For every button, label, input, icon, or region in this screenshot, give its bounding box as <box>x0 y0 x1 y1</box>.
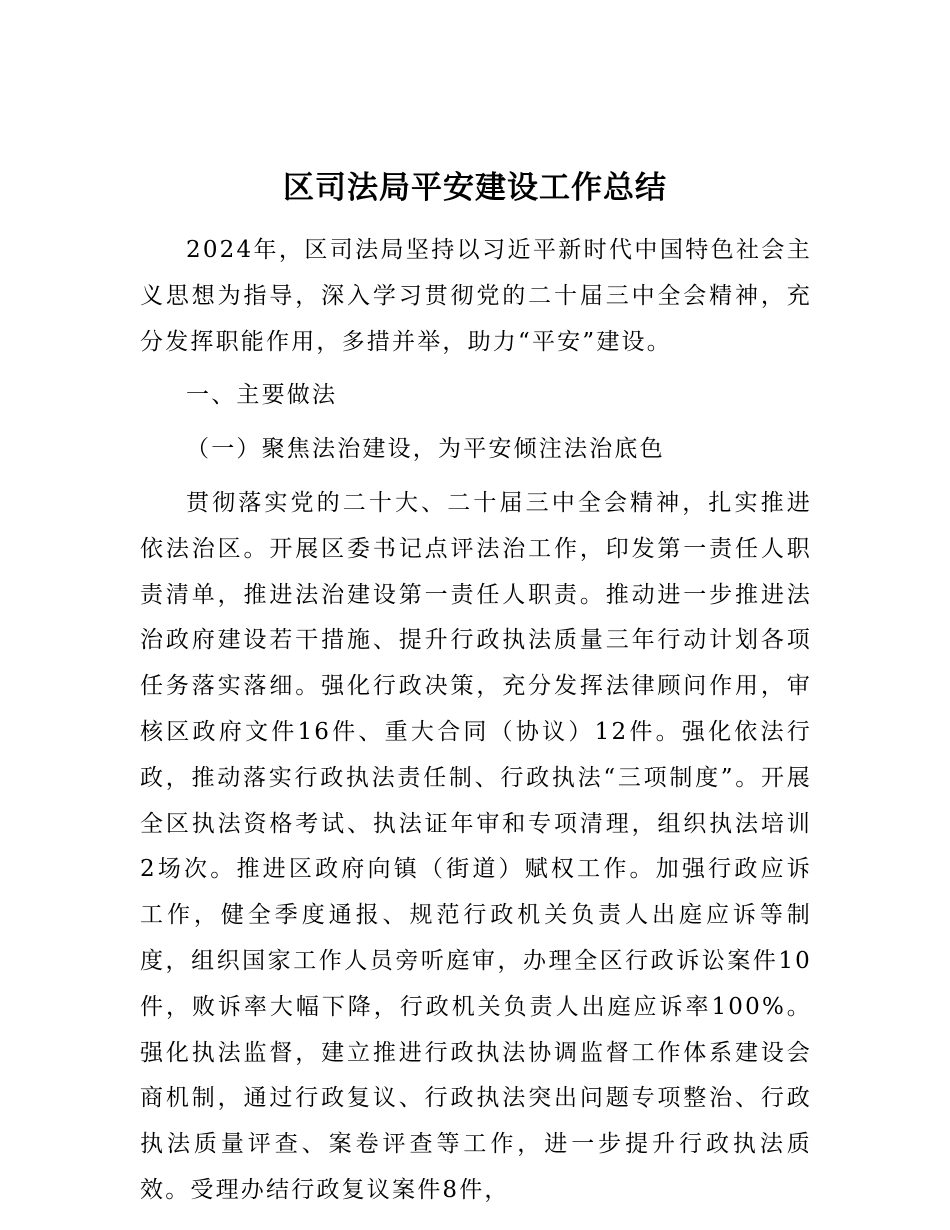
document-title: 区司法局平安建设工作总结 <box>283 170 667 206</box>
section-heading: 一、主要做法 <box>186 382 338 409</box>
intro-paragraph: 2024年，区司法局坚持以习近平新时代中国特色社会主义思想为指导，深入学习贯彻党的二十届三中全会精神，充分发挥职能作用，多措并举，助力“平安”建设。 <box>140 237 812 355</box>
document-body <box>140 228 812 1214</box>
body-paragraph: 贯彻落实党的二十大、二十届三中全会精神，扎实推进依法治区。开展区委书记点评法治工作，印发第一责任人职责清单，推进法治建设第一责任人职责。推动进一步推进法治政府建设若干措施、提升行政执法质量三年行动计划各项任务落实落细。强化行政决策，充分发挥法律顾问作用，审核区政府文件16件、重大合同（协议）12件。强化依法行政，推动落实行政执法责任制、行政执法“三项制度”。开展全区执法资格考试、执法证年审和专项清理，组织执法培训2场次。推进区政府向镇（街道）赋权工作。加强行政应诉工作，健全季度通报、规范行政机关负责人出庭应诉等制度，组织国家工作人员旁听庭审，办理全区行政诉讼案件10件，败诉率大幅下降，行政机关负责人出庭应诉率100%。强化执法监督，建立推进行政执法协调监督工作体系建设会商机制，通过行政复议、行政执法突出问题专项整治、行政执法质量评查、案卷评查等工作，进一步提升行政执法质效。受理办结行政复议案件8件， <box>140 489 812 1203</box>
subsection-heading: （一）聚焦法治建设，为平安倾注法治底色 <box>186 436 665 463</box>
